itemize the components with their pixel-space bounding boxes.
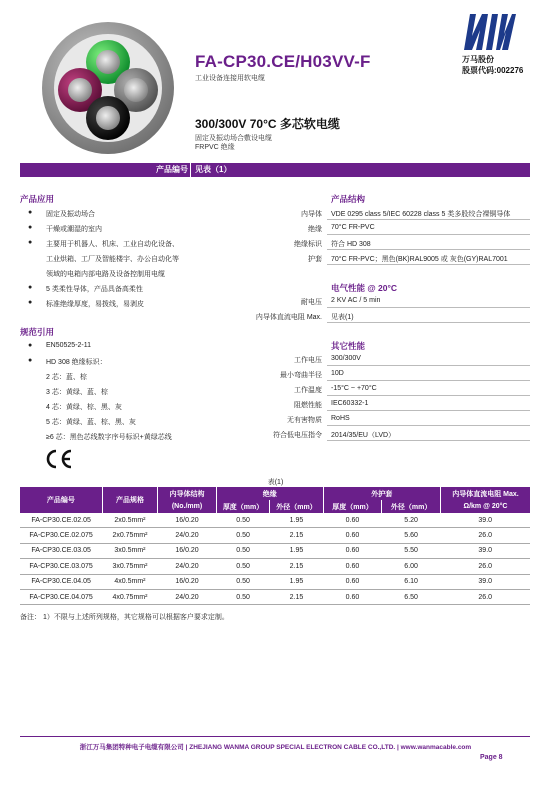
- table-cell: 5.50: [382, 543, 441, 558]
- table-row: [20, 543, 530, 558]
- table-cell: 24/0.20: [158, 589, 217, 604]
- structure-heading: 产品结构: [331, 194, 366, 204]
- table-cell: 39.0: [440, 574, 530, 589]
- standard-item: ● HD 308 绝缘标识：: [28, 357, 107, 366]
- spec-table: [20, 487, 530, 605]
- divider: [327, 264, 530, 265]
- table-cell: 4x0.5mm²: [102, 574, 158, 589]
- table-cell: 26.0: [440, 528, 530, 543]
- table-cell: FA-CP30.CE.02.05: [20, 513, 102, 528]
- cable-cross-section-image: [40, 14, 180, 164]
- application-item: ● 标准绝缘厚度，易拨线，易剥皮: [28, 299, 144, 308]
- table-cell: 0.50: [216, 513, 269, 528]
- table-cell: 39.0: [440, 513, 530, 528]
- table-cell: 0.60: [323, 589, 382, 604]
- table-cell: 0.60: [323, 559, 382, 574]
- spec-label: 符合低电压指令: [273, 432, 322, 439]
- application-item-cont: 领域的电箱内部电路及设备控制用电缆: [46, 271, 165, 278]
- standards-heading: 规范引用: [20, 327, 55, 337]
- stock-code: 股票代码:002276: [462, 66, 524, 75]
- th-resistance: 内导体直流电阻 Max.: [440, 487, 530, 500]
- page-number: Page 8: [480, 754, 503, 761]
- divider: [327, 440, 530, 441]
- th-conductor: 内导体结构: [158, 487, 217, 500]
- spec-label: 内导体直流电阻 Max.: [255, 314, 322, 321]
- table-cell: 0.50: [216, 574, 269, 589]
- application-item: ● 主要用于机器人、机床、工业自动化设备、: [28, 239, 179, 248]
- spec-label: 工作电压: [294, 357, 322, 364]
- table-cell: 6.00: [382, 559, 441, 574]
- ce-mark-icon: [44, 449, 74, 469]
- spec-label: 耐电压: [301, 299, 322, 306]
- table-cell: 3x0.5mm²: [102, 543, 158, 558]
- spec-label: 护套: [308, 256, 322, 263]
- table-cell: 0.60: [323, 513, 382, 528]
- table-cell: FA-CP30.CE.03.05: [20, 543, 102, 558]
- table-row: [20, 513, 530, 528]
- spec-label: 无有害物质: [287, 417, 322, 424]
- spec-value: VDE 0295 class 5/IEC 60228 class 5 类多股绞合裸铜导体: [331, 211, 511, 218]
- table-cell: 5.20: [382, 513, 441, 528]
- core-color-line: 2 芯：蓝、棕: [46, 374, 87, 381]
- table-cell: 1.95: [270, 543, 323, 558]
- table-cell: FA-CP30.CE.02.075: [20, 528, 102, 543]
- spec-value: -15°C ~ +70°C: [331, 385, 377, 392]
- table-cell: 3x0.75mm²: [102, 559, 158, 574]
- wanma-logo-icon: [462, 12, 516, 52]
- table-cell: 2.15: [270, 559, 323, 574]
- application-item: ● 干燥或潮湿的室内: [28, 224, 102, 233]
- other-heading: 其它性能: [331, 341, 366, 351]
- product-subtitle: 工业设备连接用软电缆: [195, 75, 265, 82]
- table-cell: 0.60: [323, 528, 382, 543]
- product-code-title: FA-CP30.CE/H03VV-F: [195, 52, 371, 71]
- table-cell: 26.0: [440, 589, 530, 604]
- th-spec: 产品规格: [102, 487, 158, 513]
- application-heading: 产品应用: [20, 194, 55, 204]
- table-cell: 2x0.75mm²: [102, 528, 158, 543]
- spec-value: IEC60332-1: [331, 400, 369, 407]
- core-color-line: 4 芯：黄绿、棕、黑、灰: [46, 404, 122, 411]
- divider: [327, 219, 530, 220]
- th-jacket: 外护套: [323, 487, 440, 500]
- divider: [327, 365, 530, 366]
- table-cell: 26.0: [440, 559, 530, 574]
- bar-value: 见表（1）: [195, 165, 232, 174]
- spec-value: 2 KV AC / 5 min: [331, 297, 381, 304]
- spec-value: 70°C FR-PVC；黑色(BK)RAL9005 或 灰色(GY)RAL7001: [331, 256, 508, 263]
- table-cell: 1.95: [270, 574, 323, 589]
- table-cell: 1.95: [270, 513, 323, 528]
- th-insulation: 绝缘: [216, 487, 323, 500]
- core-color-line: 5 芯：黄绿、蓝、棕、黑、灰: [46, 419, 136, 426]
- table-row: [20, 574, 530, 589]
- table-cell: 6.10: [382, 574, 441, 589]
- spec-value: 10D: [331, 370, 344, 377]
- footer-divider: [20, 736, 530, 737]
- spec-label: 阻燃性能: [294, 402, 322, 409]
- spec-value: 见表(1): [331, 314, 354, 321]
- divider: [327, 234, 530, 235]
- spec-label: 最小弯曲半径: [280, 372, 322, 379]
- table-cell: 16/0.20: [158, 574, 217, 589]
- table-cell: 4x0.75mm²: [102, 589, 158, 604]
- table-cell: FA-CP30.CE.04.05: [20, 574, 102, 589]
- divider: [327, 410, 530, 411]
- core-color-line: 3 芯：黄绿、蓝、棕: [46, 389, 108, 396]
- th-jacket-thickness: 厚度（mm）: [323, 500, 382, 513]
- th-ins-thickness: 厚度（mm）: [216, 500, 269, 513]
- th-conductor-unit: (No./mm): [158, 500, 217, 513]
- table-caption: 表(1): [267, 479, 284, 486]
- spec-label: 绝缘标识: [294, 241, 322, 248]
- spec-value: 2014/35/EU（LVD）: [331, 432, 396, 439]
- bar-label: 产品编号: [156, 165, 188, 174]
- divider: [327, 425, 530, 426]
- bar-divider: [190, 163, 191, 177]
- rating-title: 300/300V 70°C 多芯软电缆: [195, 117, 340, 131]
- divider: [327, 380, 530, 381]
- table-cell: 2.15: [270, 528, 323, 543]
- table-cell: 0.50: [216, 528, 269, 543]
- brand-name: 万马股份: [462, 55, 494, 64]
- rating-sub-1: 固定及振动场合敷设电缆: [195, 135, 272, 142]
- table-row: [20, 589, 530, 604]
- application-item: ● 固定及振动场合: [28, 209, 95, 218]
- table-cell: 0.50: [216, 543, 269, 558]
- core-color-line: ≥6 芯：黑色芯线数字序号标识+黄绿芯线: [46, 434, 172, 441]
- spec-value: 70°C FR-PVC: [331, 224, 375, 231]
- table-cell: 16/0.20: [158, 513, 217, 528]
- table-cell: 2.15: [270, 589, 323, 604]
- spec-value: 300/300V: [331, 355, 361, 362]
- table-cell: 0.50: [216, 589, 269, 604]
- table-cell: 0.60: [323, 574, 382, 589]
- table-cell: 0.60: [323, 543, 382, 558]
- application-item-cont: 工业烘箱、工厂及智能楼宇、办公自动化等: [46, 256, 179, 263]
- th-code: 产品编号: [20, 487, 102, 513]
- table-cell: 39.0: [440, 543, 530, 558]
- th-resistance-unit: Ω/km @ 20°C: [440, 500, 530, 513]
- divider: [327, 307, 530, 308]
- table-cell: 6.50: [382, 589, 441, 604]
- table-row: [20, 528, 530, 543]
- spec-label: 绝缘: [308, 226, 322, 233]
- spec-label: 内导体: [301, 211, 322, 218]
- table-cell: 2x0.5mm²: [102, 513, 158, 528]
- application-item: ● 5 类柔性导体，产品具备高柔性: [28, 284, 143, 293]
- electrical-heading: 电气性能 @ 20°C: [331, 283, 398, 293]
- footer-text: 浙江万马集团特种电子电缆有限公司 | ZHEJIANG WANMA GROUP SPECIAL ELECTRON CABLE CO.,LTD. | www.wanmacable.com: [79, 744, 472, 751]
- spec-value: RoHS: [331, 415, 350, 422]
- rating-sub-2: FRPVC 绝缘: [195, 144, 235, 151]
- table-cell: 24/0.20: [158, 528, 217, 543]
- spec-label: 工作温度: [294, 387, 322, 394]
- table-cell: FA-CP30.CE.03.075: [20, 559, 102, 574]
- table-cell: 24/0.20: [158, 559, 217, 574]
- spec-value: 符合 HD 308: [331, 241, 371, 248]
- table-cell: FA-CP30.CE.04.075: [20, 589, 102, 604]
- standard-item: ● EN50525-2-11: [28, 342, 92, 349]
- divider: [327, 322, 530, 323]
- divider: [327, 395, 530, 396]
- th-ins-od: 外径（mm）: [270, 500, 323, 513]
- table-cell: 16/0.20: [158, 543, 217, 558]
- th-jacket-od: 外径（mm）: [382, 500, 441, 513]
- table-cell: 5.60: [382, 528, 441, 543]
- table-cell: 0.50: [216, 559, 269, 574]
- table-row: [20, 559, 530, 574]
- table-note: 备注： 1）不限与上述所列规格，其它规格可以根据客户要求定制。: [20, 614, 229, 621]
- divider: [327, 249, 530, 250]
